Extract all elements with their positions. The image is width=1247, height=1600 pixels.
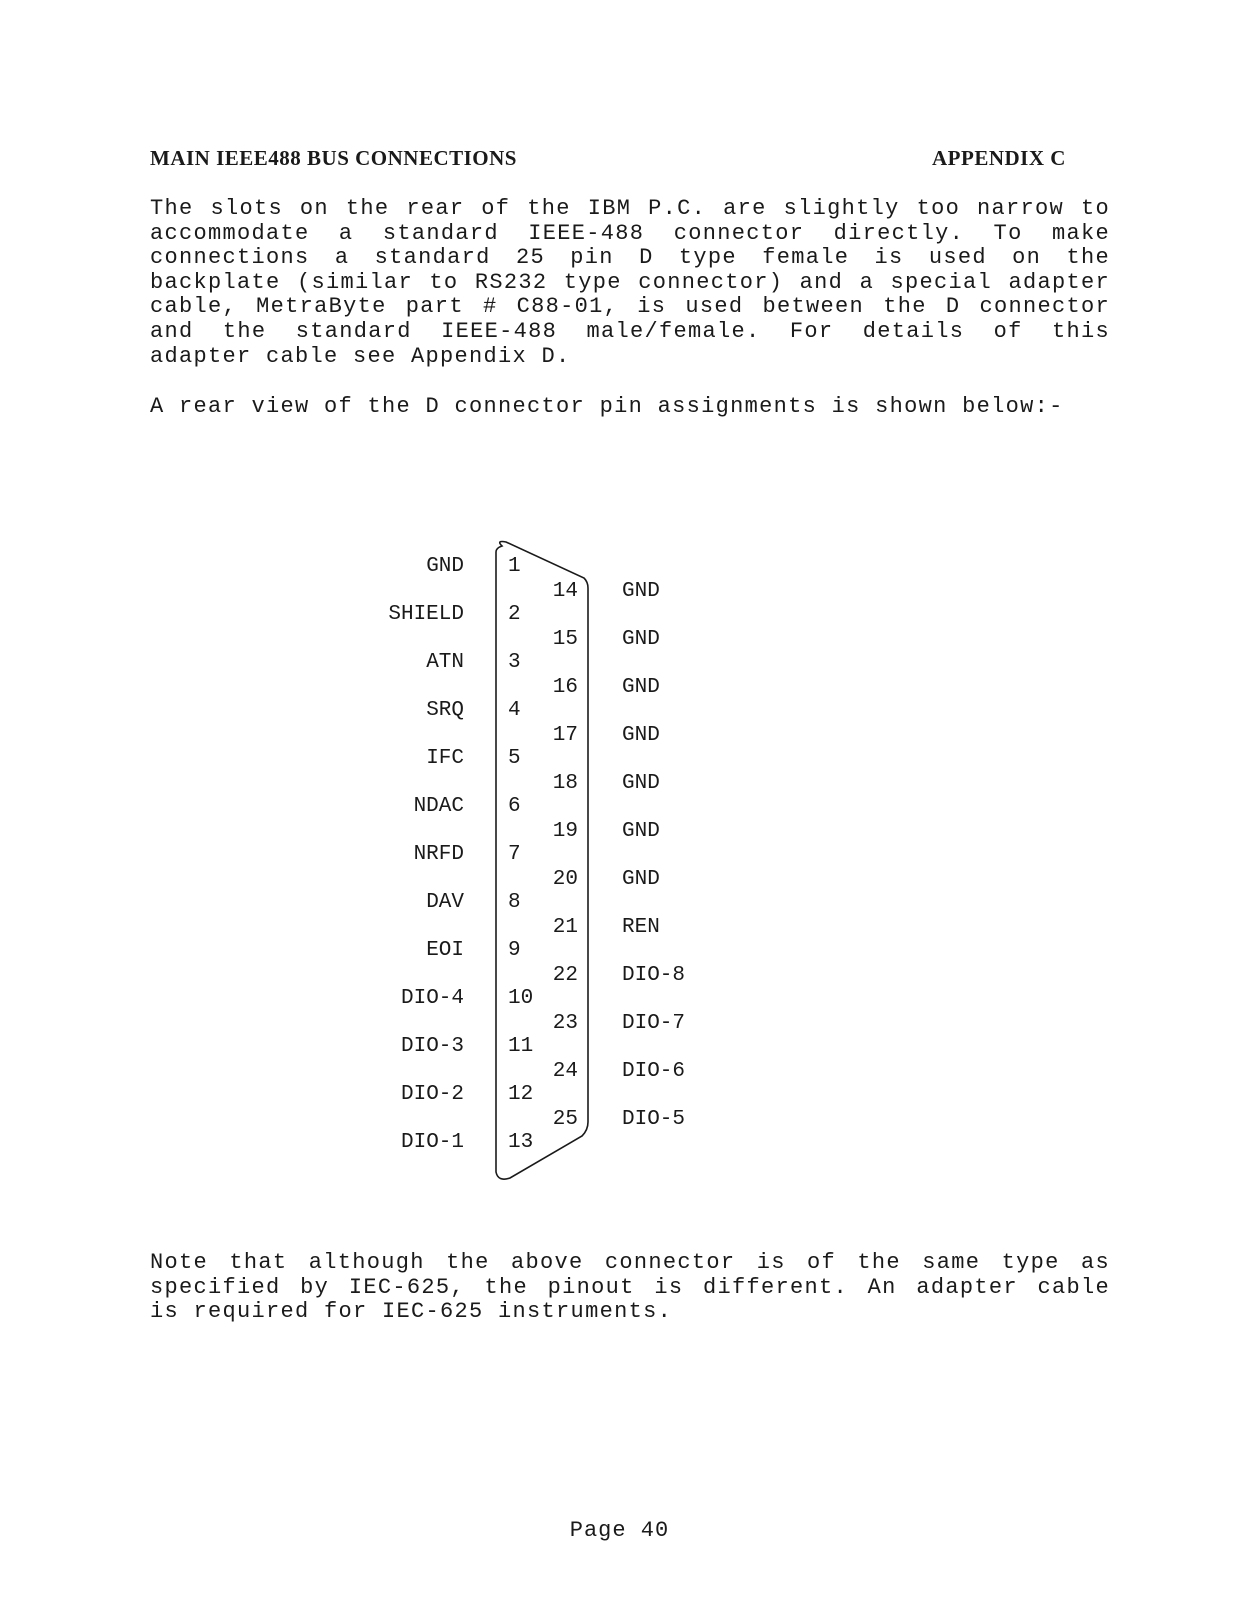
- pin-signal-label: NDAC: [413, 795, 464, 818]
- pin-signal-label: EOI: [426, 939, 464, 962]
- pin-signal-label: SHIELD: [388, 603, 464, 626]
- rear-view-line: A rear view of the D connector pin assignments is shown below:-: [150, 394, 1064, 419]
- intro-line: backplate (similar to RS232 type connector) and a special adapter: [150, 269, 1110, 295]
- right-pin-group: [553, 580, 685, 1131]
- pin-signal-label: DAV: [426, 891, 464, 914]
- pin-signal-label: DIO-3: [400, 1035, 464, 1058]
- pin-signal-label: GND: [622, 868, 660, 891]
- note-line: is required for IEC-625 instruments.: [150, 1299, 673, 1325]
- intro-paragraph: [150, 197, 1110, 369]
- pin-signal-label: GND: [622, 820, 660, 843]
- pin-number: 9: [508, 939, 521, 962]
- pin-signal-label: DIO-8: [622, 964, 686, 987]
- pin-signal-label: GND: [426, 555, 464, 578]
- page-number: [0, 1518, 1247, 1543]
- pin-signal-label: GND: [622, 724, 660, 747]
- pin-number: 3: [508, 651, 521, 674]
- pin-number: 16: [552, 676, 578, 699]
- pin-number: 2: [508, 603, 521, 626]
- pin-number: 19: [552, 820, 578, 843]
- pin-number: 12: [508, 1083, 534, 1106]
- pin-number: 15: [552, 628, 578, 651]
- intro-line: accommodate a standard IEEE-488 connector directly. To make: [150, 220, 1110, 246]
- pin-number: 11: [508, 1035, 534, 1058]
- page-number-text: Page 40: [569, 1518, 670, 1543]
- intro-line: cable, MetraByte part # C88-01, is used between the D connector: [150, 294, 1110, 320]
- page-title: MAIN IEEE488 BUS CONNECTIONS: [150, 146, 517, 170]
- intro-line: connections a standard 25 pin D type female is used on the: [150, 245, 1110, 271]
- d-connector-diagram: [360, 540, 720, 1220]
- intro-line: adapter cable see Appendix D.: [150, 343, 571, 369]
- intro-line: The slots on the rear of the IBM P.C. are slightly too narrow to: [150, 196, 1110, 221]
- pin-number: 22: [552, 964, 578, 987]
- pin-number: 13: [508, 1131, 534, 1154]
- pin-signal-label: GND: [622, 772, 660, 795]
- pin-signal-label: IFC: [426, 747, 464, 770]
- note-paragraph: [150, 1251, 1110, 1325]
- pin-number: 20: [552, 868, 578, 891]
- note-line: Note that although the above connector is of the same type as: [150, 1250, 1110, 1275]
- pin-number: 1: [508, 555, 521, 578]
- pin-signal-label: ATN: [426, 651, 464, 674]
- pin-number: 24: [552, 1060, 578, 1083]
- pin-number: 23: [552, 1012, 578, 1035]
- intro-line: and the standard IEEE-488 male/female. For details of this: [150, 318, 1110, 344]
- pin-number: 6: [508, 795, 521, 818]
- pin-number: 17: [552, 724, 578, 747]
- pin-signal-label: DIO-6: [622, 1060, 686, 1083]
- pin-number: 5: [508, 747, 521, 770]
- pin-number: 8: [508, 891, 521, 914]
- rear-view-paragraph: [150, 395, 1110, 420]
- left-pin-group: [388, 555, 533, 1154]
- pin-signal-label: GND: [622, 628, 660, 651]
- pin-signal-label: DIO-1: [400, 1131, 464, 1154]
- pin-number: 4: [508, 699, 521, 722]
- pin-number: 7: [508, 843, 521, 866]
- pin-signal-label: REN: [622, 916, 660, 939]
- pin-signal-label: DIO-7: [622, 1012, 686, 1035]
- pin-signal-label: DIO-5: [622, 1108, 686, 1131]
- pin-signal-label: NRFD: [413, 843, 464, 866]
- pin-signal-label: GND: [622, 676, 660, 699]
- pin-number: 10: [508, 987, 534, 1010]
- pin-number: 18: [552, 772, 578, 795]
- pin-signal-label: DIO-4: [400, 987, 464, 1010]
- appendix-label: APPENDIX C: [932, 146, 1066, 170]
- pin-number: 25: [552, 1108, 578, 1131]
- pin-number: 14: [552, 580, 578, 603]
- pin-signal-label: SRQ: [426, 699, 464, 722]
- pin-signal-label: DIO-2: [400, 1083, 464, 1106]
- pin-signal-label: GND: [622, 580, 660, 603]
- pin-number: 21: [552, 916, 578, 939]
- note-line: specified by IEC-625, the pinout is different. An adapter cable: [150, 1274, 1110, 1300]
